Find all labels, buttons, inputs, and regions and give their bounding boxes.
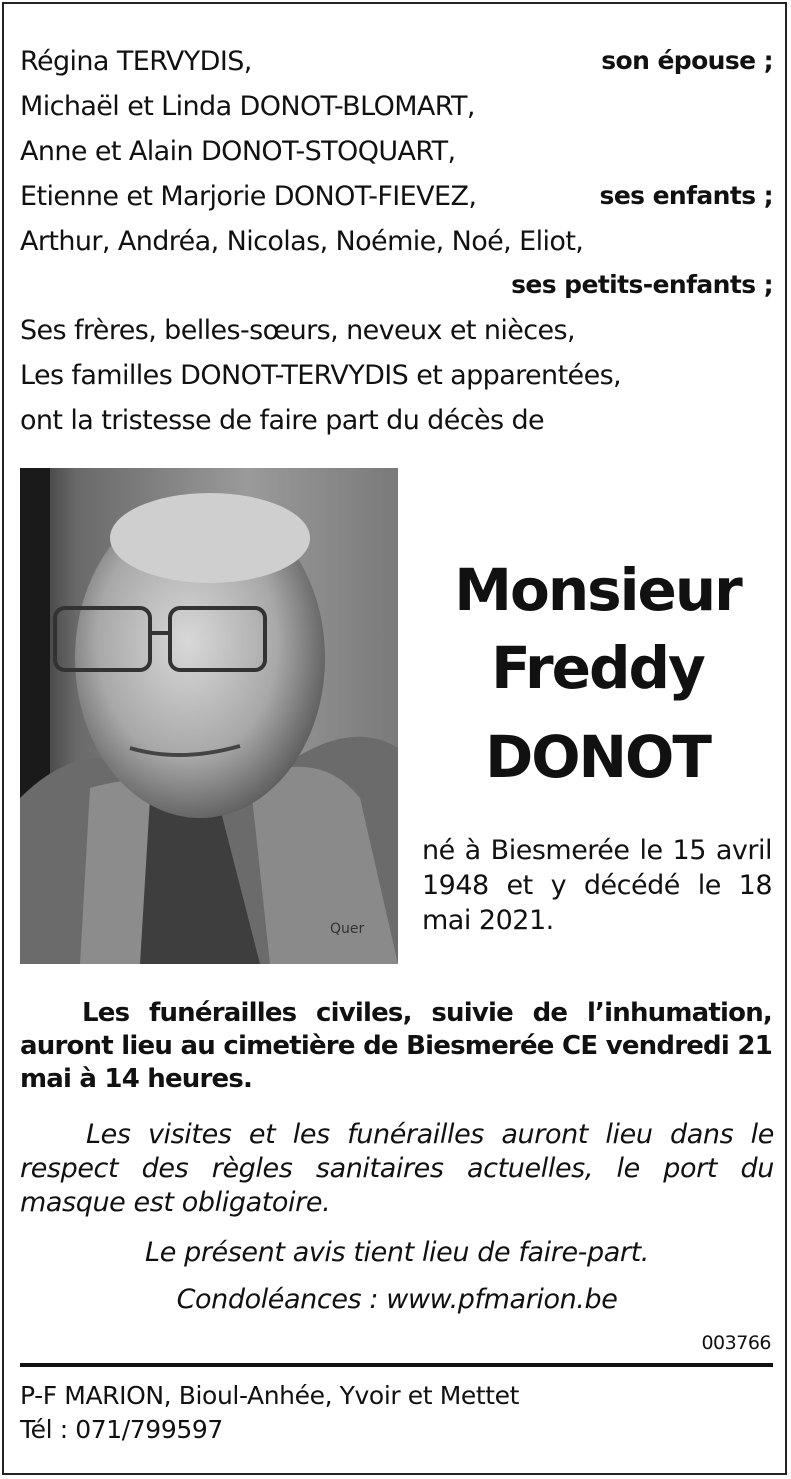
deceased-first-name: Freddy — [491, 634, 704, 702]
reference-number: 003766 — [701, 1332, 771, 1354]
footer-divider — [20, 1363, 773, 1367]
deceased-last-name: DONOT — [485, 723, 710, 791]
funeral-home-phone: Tél : 071/799597 — [20, 1415, 223, 1444]
funeral-home-name: P-F MARION, Bioul-Anhée, Yvoir et Mettet — [20, 1381, 520, 1410]
family-line-announcement: ont la tristesse de faire part du décès de — [20, 405, 544, 436]
relation-grandchildren: ses petits-enfants ; — [511, 270, 773, 299]
family-line-siblings: Ses frères, belles-sœurs, neveux et nièces, — [20, 315, 575, 346]
family-line-child-3: Etienne et Marjorie DONOT-FIEVEZ, — [20, 181, 477, 212]
birth-death-info: né à Biesmerée le 15 avril 1948 et y décédé le 18 mai 2021. — [422, 835, 772, 936]
deceased-title: Monsieur — [454, 556, 741, 624]
relation-spouse: son épouse ; — [601, 46, 773, 75]
jacket-brand-text: Quer — [330, 921, 365, 937]
family-line-grandchildren: Arthur, Andréa, Nicolas, Noémie, Noé, Eliot, — [20, 226, 584, 257]
family-line-child-2: Anne et Alain DONOT-STOQUART, — [20, 136, 456, 167]
sanitary-note: Les visites et les funérailles auront lieu dans le respect des règles sanitaires actuelles, le port du masque est obligatoire. — [20, 1119, 774, 1218]
family-line-spouse: Régina TERVYDIS, — [20, 46, 252, 77]
condolences-link[interactable]: Condoléances : www.pfmarion.be — [176, 1284, 618, 1315]
portrait-photo — [20, 468, 398, 964]
funeral-announcement: Les funérailles civiles, suivie de l’inhumation, auront lieu au cimetière de Biesmerée CE vendredi 21 mai à 14 heures. — [20, 998, 772, 1094]
family-line-child-1: Michaël et Linda DONOT-BLOMART, — [20, 91, 475, 122]
relation-children: ses enfants ; — [599, 181, 773, 210]
notice-statement: Le présent avis tient lieu de faire-part. — [145, 1237, 649, 1268]
family-line-families: Les familles DONOT-TERVYDIS et apparentées, — [20, 360, 622, 391]
